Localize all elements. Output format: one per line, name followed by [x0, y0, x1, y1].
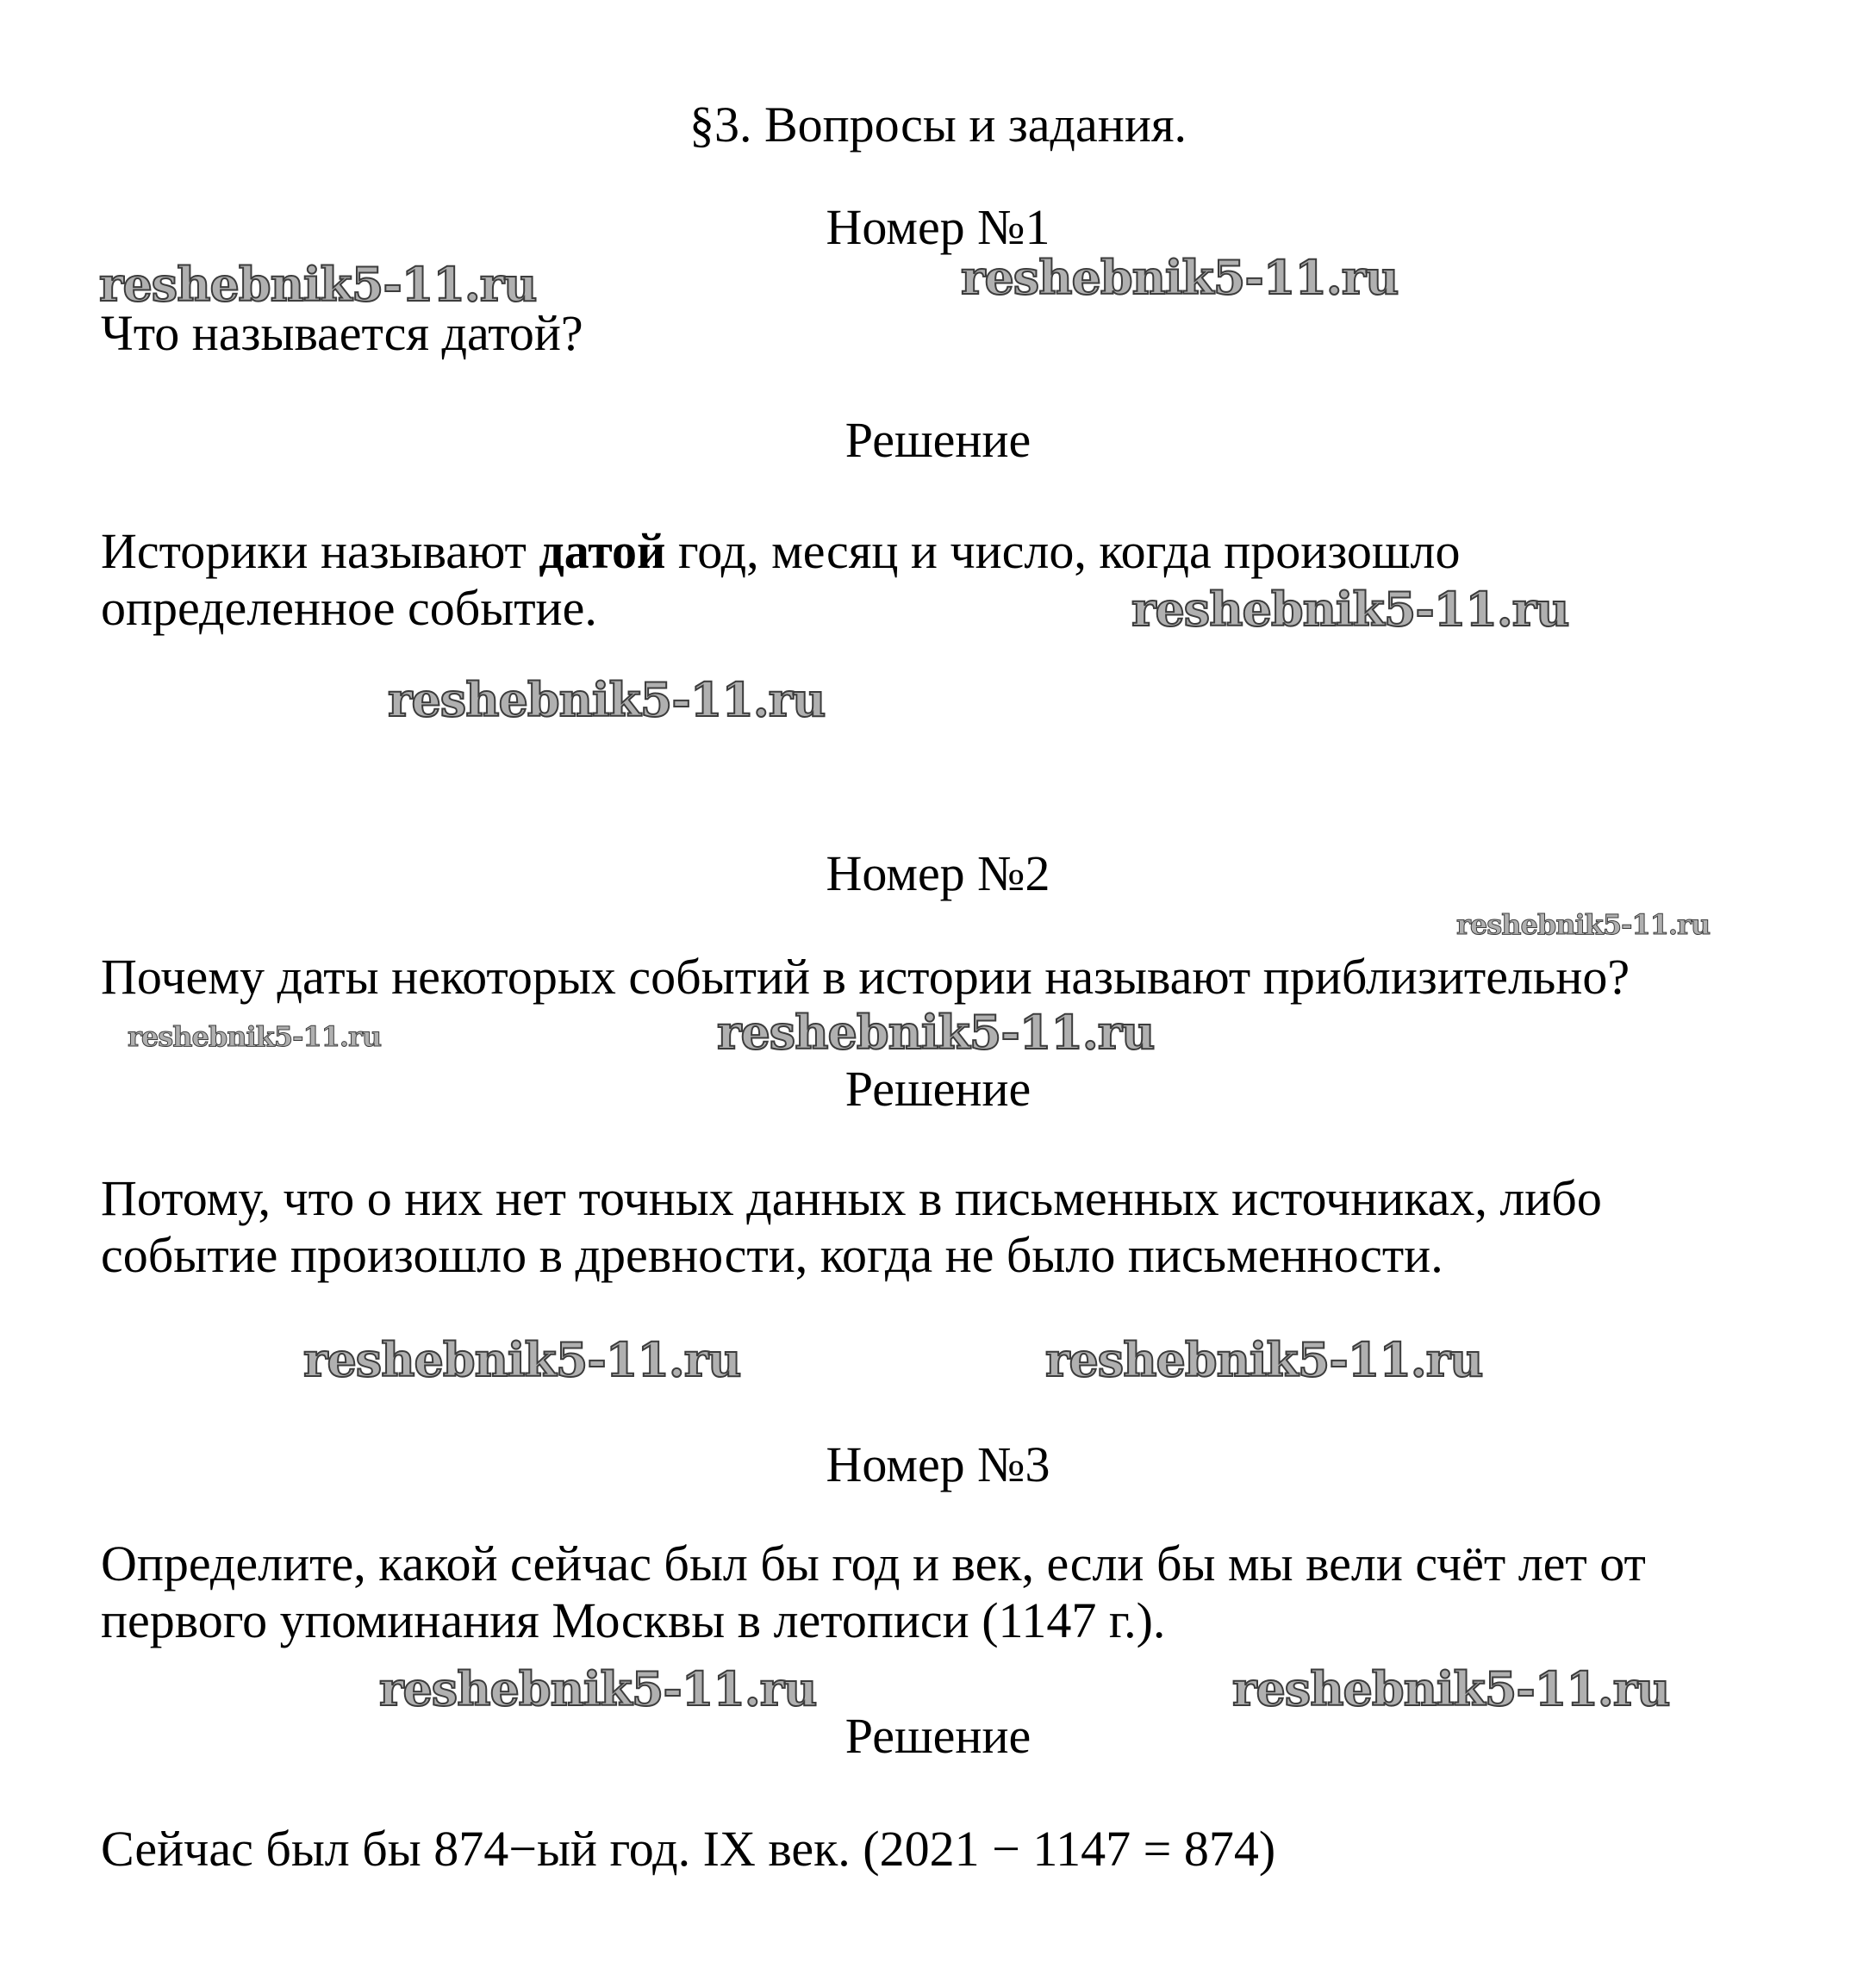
task-1-answer-line-1	[101, 523, 1461, 580]
watermark: reshebnik5-11.ru	[717, 1005, 1155, 1060]
watermark: reshebnik5-11.ru	[388, 672, 826, 727]
task-1-number: Номер №1	[826, 199, 1050, 255]
watermark: reshebnik5-11.ru	[128, 1020, 382, 1053]
watermark: reshebnik5-11.ru	[303, 1332, 741, 1387]
task-2-answer-line-1: Потому, что о них нет точных данных в письменных источниках, либо	[101, 1170, 1602, 1226]
task-3-number: Номер №3	[826, 1436, 1050, 1492]
task-2-number: Номер №2	[826, 845, 1050, 901]
task-1-answer-post: год, месяц и число, когда произошло	[665, 523, 1461, 579]
task-3-solution-label: Решение	[845, 1708, 1031, 1764]
task-3-answer: Сейчас был бы 874−ый год. IX век. (2021 − 1147 = 874)	[101, 1821, 1276, 1877]
watermark: reshebnik5-11.ru	[1131, 582, 1569, 637]
task-1-solution-label: Решение	[845, 412, 1031, 468]
task-1-answer-bold-term: датой	[539, 523, 666, 579]
watermark: reshebnik5-11.ru	[1045, 1332, 1483, 1387]
watermark: reshebnik5-11.ru	[379, 1661, 817, 1716]
task-1-answer-line-2: определенное событие.	[101, 580, 597, 636]
task-2-question: Почему даты некоторых событий в истории называют приблизительно?	[101, 949, 1630, 1005]
watermark: reshebnik5-11.ru	[1232, 1661, 1670, 1716]
watermark: reshebnik5-11.ru	[961, 250, 1399, 305]
task-2-solution-label: Решение	[845, 1061, 1031, 1117]
task-3-question-line-1: Определите, какой сейчас был бы год и век, если бы мы вели счёт лет от	[101, 1535, 1646, 1591]
watermark: reshebnik5-11.ru	[99, 257, 537, 312]
task-1-answer-pre: Историки называют	[101, 523, 539, 579]
task-3-question-line-2: первого упоминания Москвы в летописи (1147 г.).	[101, 1592, 1166, 1648]
watermark: reshebnik5-11.ru	[1456, 908, 1711, 941]
task-2-answer-line-2: событие произошло в древности, когда не было письменности.	[101, 1227, 1443, 1283]
task-1-question: Что называется датой?	[101, 305, 583, 361]
section-title: §3. Вопросы и задания.	[689, 97, 1187, 153]
